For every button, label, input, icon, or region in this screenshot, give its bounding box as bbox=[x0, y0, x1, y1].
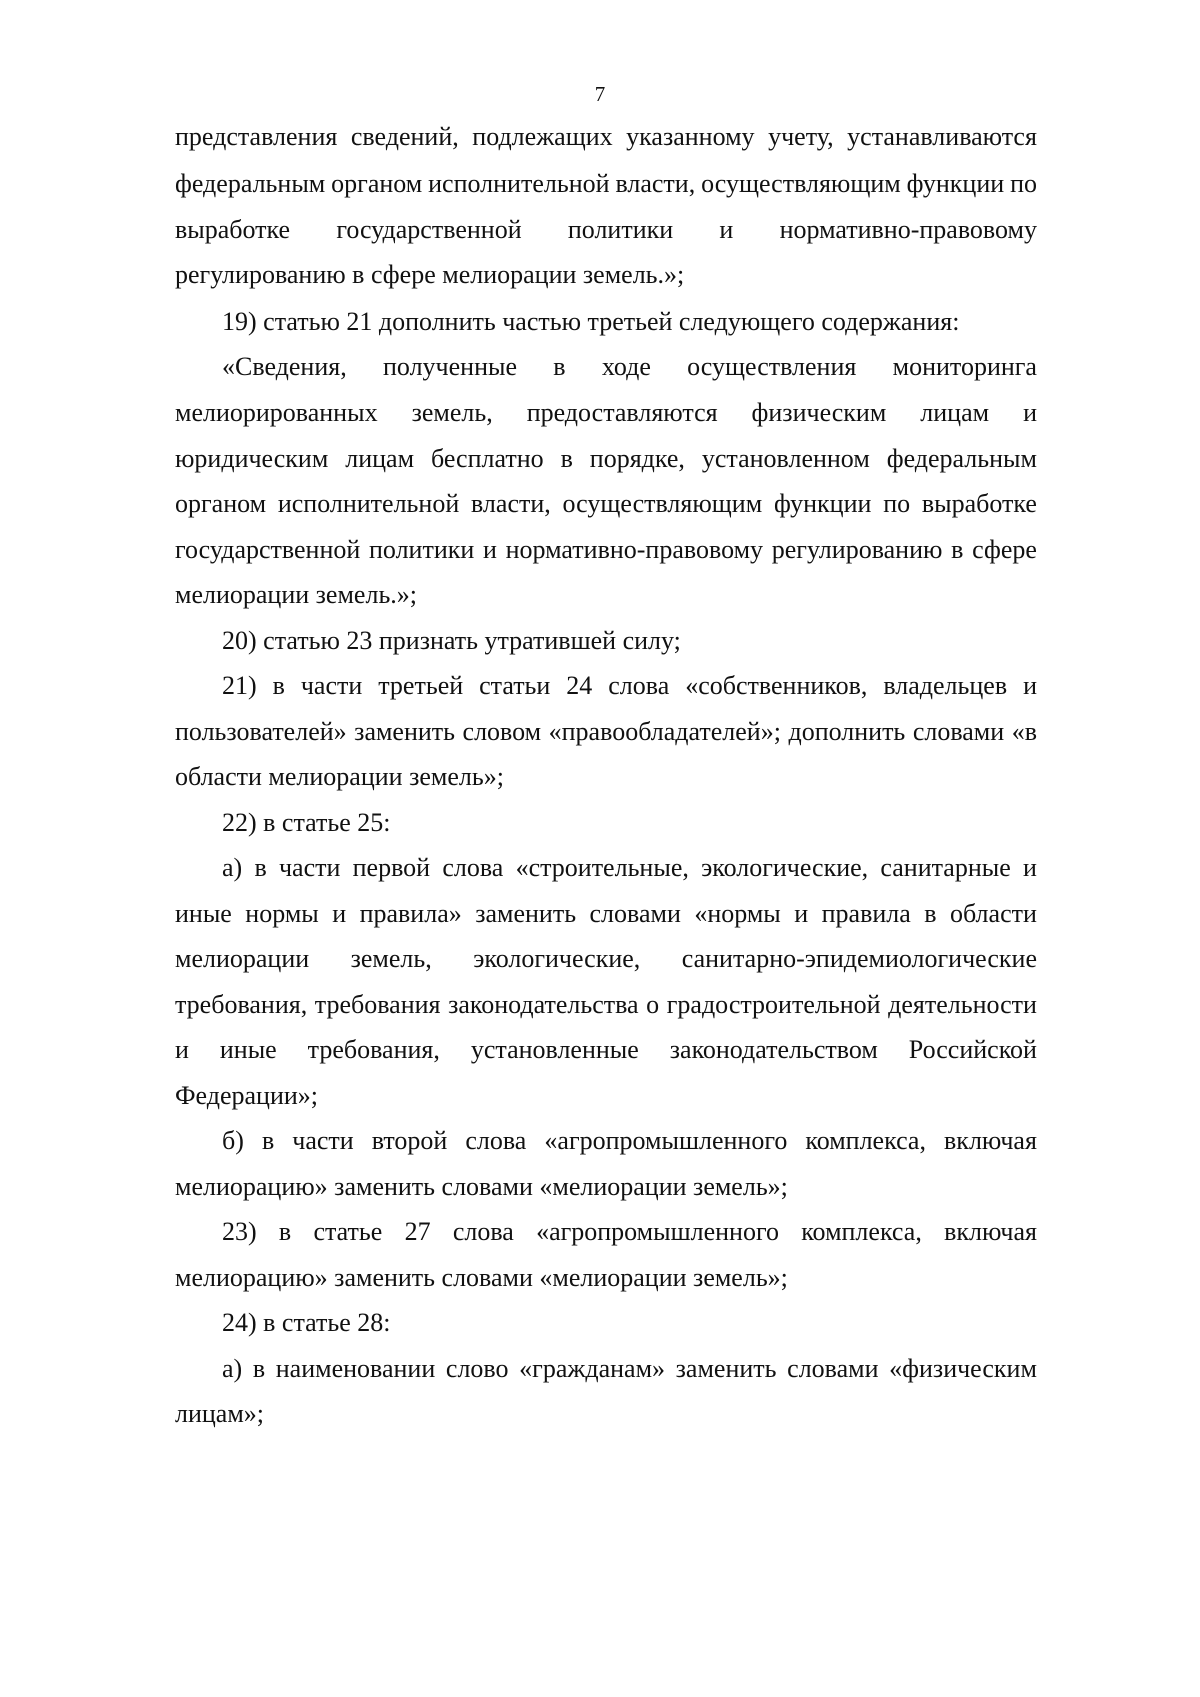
word: установленном bbox=[701, 444, 870, 473]
word: бесплатно bbox=[430, 444, 544, 473]
text-line bbox=[175, 988, 1037, 1022]
word: пользователей» bbox=[175, 717, 347, 746]
word: слова bbox=[465, 1126, 527, 1155]
word: словом bbox=[462, 717, 542, 746]
word: области bbox=[949, 899, 1037, 928]
word: 27 bbox=[404, 1217, 431, 1246]
text-line bbox=[222, 669, 1037, 703]
text-line bbox=[175, 442, 1037, 476]
word: дополнить bbox=[788, 717, 906, 746]
word: учету, bbox=[768, 122, 834, 151]
word: «собственников, bbox=[685, 671, 868, 700]
word: нормы bbox=[245, 899, 319, 928]
word: «Сведения, bbox=[222, 352, 347, 381]
text-line: Федерации»; bbox=[175, 1081, 319, 1110]
word: в bbox=[924, 899, 937, 928]
word: государственной bbox=[175, 535, 361, 564]
word: 21) bbox=[222, 671, 257, 700]
word: градостроительной bbox=[666, 990, 881, 1019]
word: в bbox=[553, 352, 566, 381]
word: земель, bbox=[350, 944, 432, 973]
text-line: лицам»; bbox=[175, 1399, 265, 1428]
word: в bbox=[252, 1354, 266, 1383]
text-line bbox=[175, 897, 1037, 931]
word: третьей bbox=[378, 671, 464, 700]
text-line: мелиорации земель.»; bbox=[175, 580, 418, 609]
text-line: 22) в статье 25: bbox=[222, 808, 391, 837]
text-line bbox=[222, 851, 1037, 885]
word: «нормы bbox=[694, 899, 781, 928]
word: слова bbox=[608, 671, 670, 700]
word: словами bbox=[589, 899, 681, 928]
word: части bbox=[300, 671, 363, 700]
word: мелиорированных bbox=[175, 398, 378, 427]
word: органом bbox=[175, 489, 267, 518]
word: «строительные, bbox=[515, 853, 689, 882]
word: 24 bbox=[566, 671, 593, 700]
word: лицам bbox=[345, 444, 415, 473]
word: законодательством bbox=[669, 1035, 878, 1064]
word: а) bbox=[222, 853, 243, 882]
word: иные bbox=[175, 899, 232, 928]
word: земель, bbox=[411, 398, 493, 427]
text-line bbox=[222, 350, 1037, 384]
word: власти, bbox=[615, 169, 696, 198]
word: «агропромышленного bbox=[544, 1126, 788, 1155]
word: «физическим bbox=[889, 1354, 1037, 1383]
word: Российской bbox=[908, 1035, 1037, 1064]
word: регулированию bbox=[771, 535, 943, 564]
word: по bbox=[1010, 169, 1037, 198]
text-line: регулированию в сфере мелиорации земель.»; bbox=[175, 260, 685, 289]
word: функции bbox=[906, 169, 1005, 198]
word: в bbox=[272, 671, 285, 700]
word: словами bbox=[787, 1354, 879, 1383]
word: санитарные bbox=[880, 853, 1011, 882]
word: и bbox=[794, 899, 809, 928]
word: деятельности bbox=[888, 990, 1037, 1019]
word: федеральным bbox=[175, 169, 326, 198]
word: политики bbox=[567, 215, 674, 244]
word: «в bbox=[1011, 717, 1037, 746]
word: функции bbox=[773, 489, 872, 518]
word: владельцев bbox=[883, 671, 1008, 700]
word: включая bbox=[944, 1217, 1037, 1246]
word: в bbox=[261, 1126, 275, 1155]
text-line bbox=[175, 1033, 1037, 1067]
text-line bbox=[222, 1124, 1037, 1158]
word: юридическим bbox=[175, 444, 329, 473]
word: первой bbox=[352, 853, 431, 882]
word: и bbox=[332, 899, 347, 928]
word: политики bbox=[369, 535, 475, 564]
text-line bbox=[175, 120, 1037, 154]
word: и bbox=[1023, 853, 1037, 882]
word: слова bbox=[442, 853, 504, 882]
word: полученные bbox=[383, 352, 517, 381]
text-line: области мелиорации земель»; bbox=[175, 762, 504, 791]
word: заменить bbox=[675, 1354, 777, 1383]
word: правила» bbox=[359, 899, 462, 928]
text-line bbox=[175, 487, 1037, 521]
word: наименовании bbox=[275, 1354, 436, 1383]
word: в bbox=[254, 853, 267, 882]
word: сведений, bbox=[350, 122, 459, 151]
word: и bbox=[483, 535, 497, 564]
word: 23) bbox=[222, 1217, 257, 1246]
word: словами bbox=[912, 717, 1005, 746]
word: требования, bbox=[307, 1035, 440, 1064]
word: органом bbox=[331, 169, 423, 198]
word: законодательства bbox=[448, 990, 639, 1019]
word: ходе bbox=[601, 352, 651, 381]
word: второй bbox=[371, 1126, 448, 1155]
word: а) bbox=[222, 1354, 243, 1383]
word: осуществляющим bbox=[701, 169, 901, 198]
word: порядке, bbox=[589, 444, 685, 473]
word: нормативно-правовому bbox=[779, 215, 1037, 244]
word: слова bbox=[452, 1217, 514, 1246]
word: осуществления bbox=[687, 352, 857, 381]
text-line bbox=[175, 942, 1037, 976]
word: части bbox=[278, 853, 341, 882]
word: статьи bbox=[479, 671, 551, 700]
word: требования bbox=[314, 990, 441, 1019]
text-line: мелиорацию» заменить словами «мелиорации земель»; bbox=[175, 1172, 788, 1201]
word: санитарно-эпидемиологические bbox=[681, 944, 1037, 973]
word: заменить bbox=[354, 717, 456, 746]
word: заменить bbox=[475, 899, 577, 928]
word: включая bbox=[944, 1126, 1037, 1155]
text-line: мелиорацию» заменить словами «мелиорации земель»; bbox=[175, 1263, 788, 1292]
word: экологические, bbox=[701, 853, 869, 882]
word: нормативно-правовому bbox=[505, 535, 764, 564]
word: «агропромышленного bbox=[536, 1217, 779, 1246]
word: б) bbox=[222, 1126, 244, 1155]
word: выработке bbox=[175, 215, 291, 244]
word: в bbox=[560, 444, 573, 473]
word: указанному bbox=[626, 122, 755, 151]
word: иные bbox=[219, 1035, 277, 1064]
word: физическим bbox=[751, 398, 887, 427]
word: власти, bbox=[471, 489, 551, 518]
word: по bbox=[883, 489, 911, 518]
word: в bbox=[951, 535, 964, 564]
word: требования, bbox=[175, 990, 308, 1019]
word: «гражданам» bbox=[519, 1354, 666, 1383]
text-line: 20) статью 23 признать утратившей силу; bbox=[222, 626, 681, 655]
word: мониторинга bbox=[892, 352, 1037, 381]
text-line bbox=[175, 167, 1037, 201]
word: правила bbox=[821, 899, 911, 928]
word: и bbox=[1023, 671, 1037, 700]
word: исполнительной bbox=[428, 169, 610, 198]
text-line: 19) статью 21 дополнить частью третьей следующего содержания: bbox=[222, 307, 960, 336]
text-line bbox=[175, 715, 1037, 749]
word: выработке bbox=[921, 489, 1037, 518]
text-line bbox=[175, 533, 1037, 567]
word: предоставляются bbox=[526, 398, 718, 427]
word: экологические, bbox=[473, 944, 641, 973]
word: сфере bbox=[972, 535, 1037, 564]
word: статье bbox=[313, 1217, 383, 1246]
word: подлежащих bbox=[472, 122, 613, 151]
text-line bbox=[222, 1352, 1037, 1386]
word: «правообладателей»; bbox=[548, 717, 781, 746]
word: государственной bbox=[336, 215, 522, 244]
word: исполнительной bbox=[277, 489, 460, 518]
word: и bbox=[1023, 398, 1037, 427]
word: устанавливаются bbox=[847, 122, 1037, 151]
word: слово bbox=[445, 1354, 509, 1383]
text-line bbox=[222, 1215, 1037, 1249]
word: установленные bbox=[470, 1035, 639, 1064]
word: о bbox=[646, 990, 660, 1019]
word: комплекса, bbox=[805, 1126, 926, 1155]
word: и bbox=[175, 1035, 189, 1064]
text-line bbox=[175, 396, 1037, 430]
word: федеральным bbox=[886, 444, 1037, 473]
text-line bbox=[175, 213, 1037, 247]
word: части bbox=[292, 1126, 354, 1155]
word: и bbox=[719, 215, 734, 244]
word: осуществляющим bbox=[562, 489, 763, 518]
word: комплекса, bbox=[801, 1217, 922, 1246]
page-number: 7 bbox=[594, 82, 606, 106]
text-line: 24) в статье 28: bbox=[222, 1308, 391, 1337]
word: мелиорации bbox=[175, 944, 310, 973]
word: представления bbox=[175, 122, 338, 151]
word: лицам bbox=[920, 398, 990, 427]
word: в bbox=[278, 1217, 292, 1246]
